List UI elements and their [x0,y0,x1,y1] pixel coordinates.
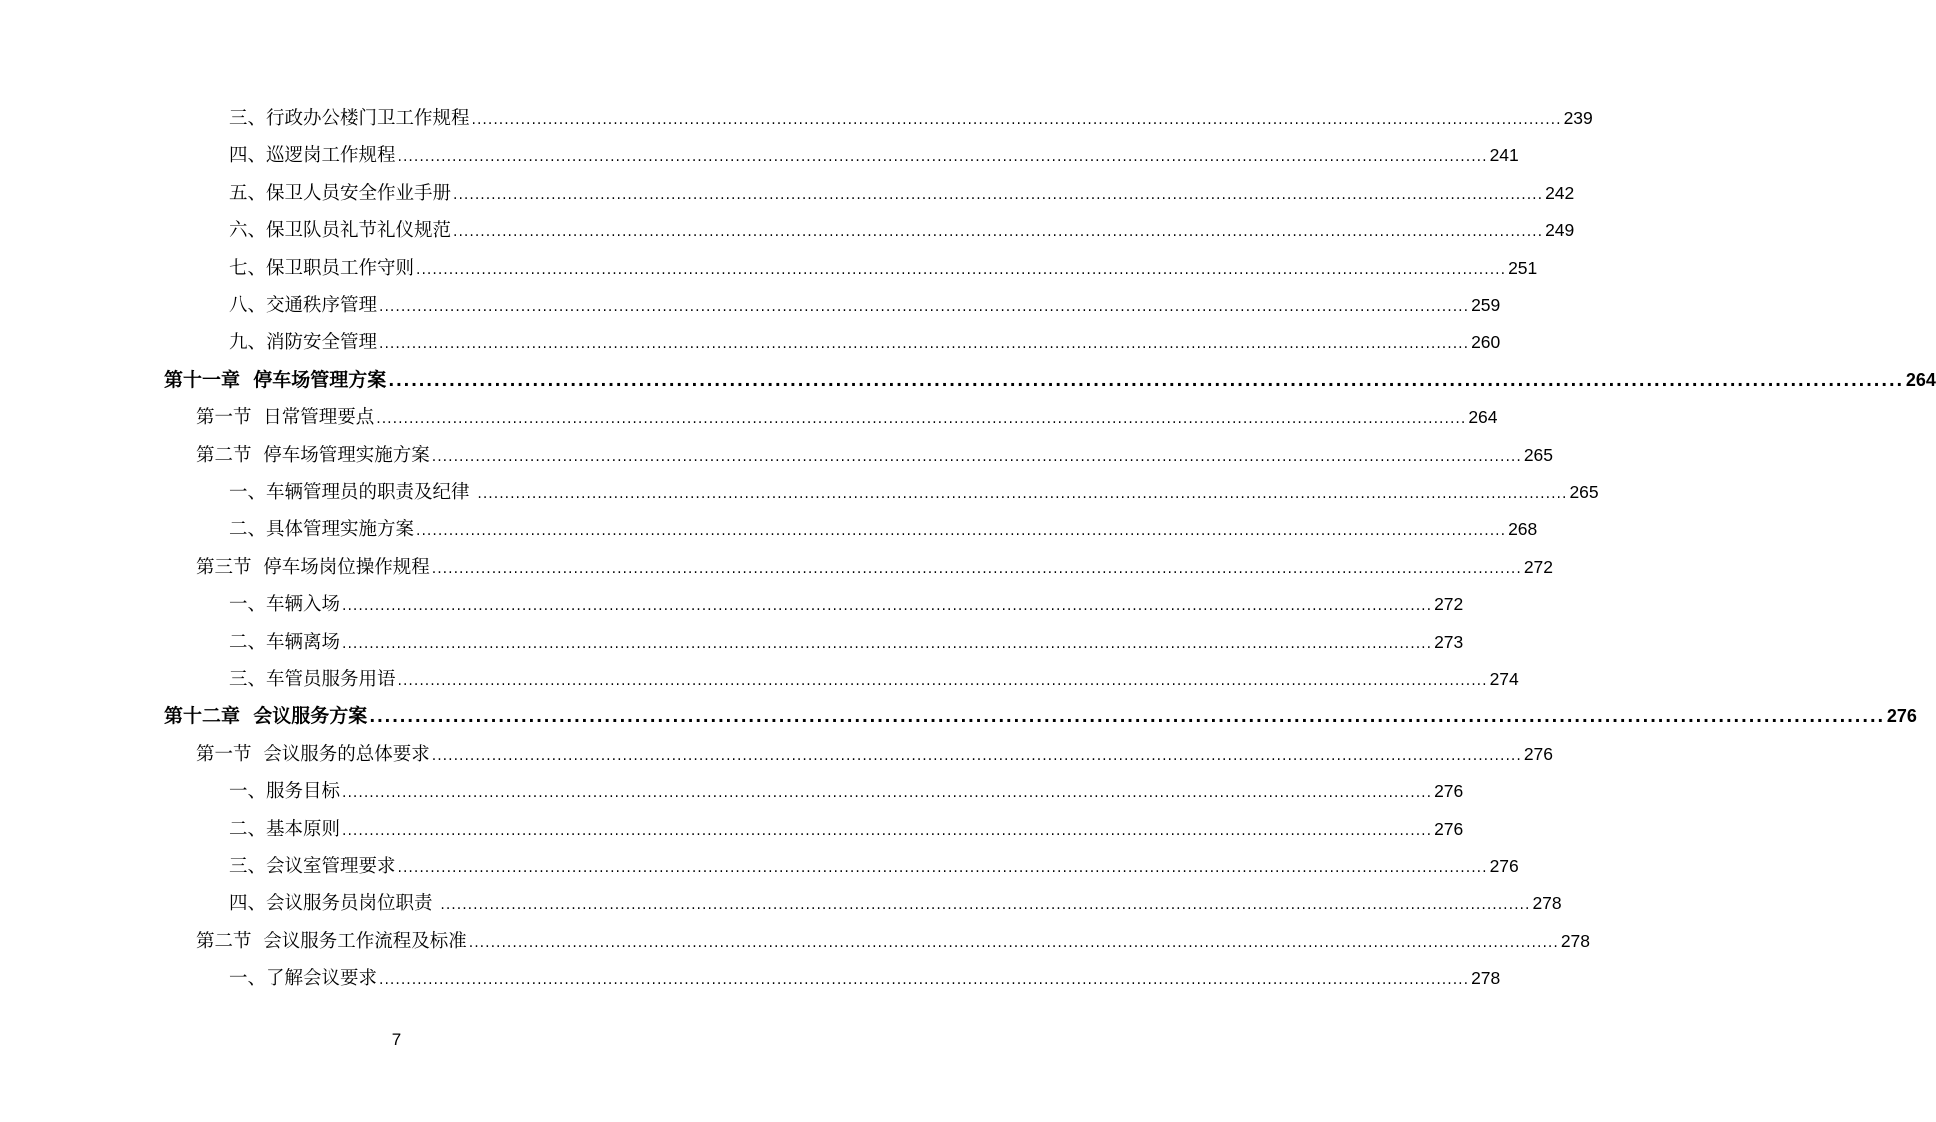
toc-dot-leader: ........................................................................................................................................................................................................ [431,560,1522,577]
toc-entry-item[interactable] [229,960,1501,997]
toc-entry-page: 265 [1569,482,1599,502]
toc-dot-leader: ........................................................................................................................................................................................................ [342,635,1433,652]
toc-entry-title: 第十二章 会议服务方案 [164,705,368,728]
toc-entry-title: 第一节 会议服务的总体要求 [196,743,430,765]
toc-entry-item[interactable] [229,885,1562,922]
toc-entry-page: 260 [1471,332,1501,353]
toc-dot-leader: ........................................................................................................................................................................................................ [342,785,1433,802]
toc-dot-leader: ........................................................................................................................................................................................................ [397,149,1488,166]
toc-entry-section[interactable] [196,437,1554,474]
toc-entry-page: 278 [1560,930,1591,951]
toc-entry-page: 278 [1471,968,1501,989]
toc-entry-item[interactable] [229,474,1599,511]
toc-entry-page: 249 [1545,220,1575,241]
toc-entry-title: 五、保卫人员安全作业手册 [229,182,452,204]
toc-entry-section[interactable] [196,549,1554,586]
toc-dot-leader: ........................................................................................................................................................................................................ [453,186,1544,203]
toc-entry-title: 第十一章 停车场管理方案 [164,368,387,391]
toc-entry-title: 六、保卫队员礼节礼仪规范 [229,220,452,242]
toc-entry-section[interactable] [196,923,1591,960]
toc-dot-leader: ........................................................................................................................................................................................................ [468,934,1559,951]
toc-entry-title: 一、车辆入场 [229,594,341,616]
toc-entry-page: 251 [1508,257,1538,278]
toc-dot-leader: ........................................................................................................................................................................................................ [416,523,1507,540]
toc-entry-item[interactable] [229,287,1501,324]
toc-dot-leader: ........................................................................................................................................................................................................ [369,707,1885,727]
toc-entry-title: 九、消防安全管理 [229,332,378,354]
toc-entry-page: 276 [1886,706,1917,727]
toc-entry-page: 239 [1563,108,1593,128]
toc-entry-page: 268 [1508,519,1538,540]
toc-dot-leader: ........................................................................................................................................................................................................ [379,336,1470,353]
toc-entry-title: 三、车管员服务用语 [229,669,396,690]
toc-entry-title: 一、了解会议要求 [229,968,378,990]
toc-entry-section[interactable] [196,399,1498,436]
toc-entry-title: 一、车辆管理员的职责及纪律 [229,482,476,503]
toc-entry-page: 242 [1545,182,1575,203]
toc-dot-leader: ........................................................................................................................................................................................................ [431,448,1522,465]
toc-entry-title: 四、巡逻岗工作规程 [229,145,396,167]
toc-entry-title: 二、基本原则 [229,818,341,840]
toc-entry-item[interactable] [229,586,1464,623]
toc-entry-item[interactable] [229,661,1519,698]
toc-entry-chapter[interactable] [164,698,1917,735]
toc-dot-leader: ........................................................................................................................................................................................................ [471,112,1562,128]
toc-entry-page: 276 [1434,781,1464,802]
toc-entry-item[interactable] [229,324,1501,361]
toc-dot-leader: ........................................................................................................................................................................................................ [397,860,1488,876]
toc-entry-title: 三、行政办公楼门卫工作规程 [229,108,470,129]
toc-entry-title: 第三节 停车场岗位操作规程 [196,556,430,578]
toc-dot-leader: ........................................................................................................................................................................................................ [379,972,1470,989]
toc-dot-leader: ........................................................................................................................................................................................................ [388,370,1904,390]
toc-entry-title: 一、服务目标 [229,781,341,803]
toc-entry-chapter[interactable] [164,362,1936,399]
toc-entry-title: 七、保卫职员工作守则 [229,257,415,279]
toc-entry-section[interactable] [196,736,1554,773]
toc-dot-leader: ........................................................................................................................................................................................................ [440,897,1531,914]
toc-dot-leader: ........................................................................................................................................................................................................ [416,261,1507,278]
toc-entry-page: 259 [1471,295,1501,315]
toc-dot-leader: ........................................................................................................................................................................................................ [342,598,1433,615]
toc-entry-title: 二、具体管理实施方案 [229,519,415,541]
toc-dot-leader: ........................................................................................................................................................................................................ [477,486,1568,502]
toc-entry-title: 第二节 停车场管理实施方案 [196,444,430,466]
toc-dot-leader: ........................................................................................................................................................................................................ [453,224,1544,241]
toc-entry-title: 第一节 日常管理要点 [196,407,375,429]
toc-entry-title: 四、会议服务员岗位职责 [229,893,439,915]
toc-entry-item[interactable] [229,624,1464,661]
toc-entry-page: 276 [1523,743,1554,764]
toc-dot-leader: ........................................................................................................................................................................................................ [431,747,1522,764]
toc-entry-title: 三、会议室管理要求 [229,856,396,877]
toc-entry-page: 241 [1489,145,1519,166]
toc-entry-page: 272 [1434,594,1464,615]
toc-entry-item[interactable] [229,100,1593,137]
toc-dot-leader: ........................................................................................................................................................................................................ [376,411,1467,428]
toc-entry-page: 272 [1523,556,1554,577]
toc-entry-item[interactable] [229,848,1519,885]
toc-entry-title: 第二节 会议服务工作流程及标准 [196,930,467,952]
toc-entry-item[interactable] [229,250,1538,287]
toc-entry-item[interactable] [229,175,1575,212]
toc-entry-item[interactable] [229,137,1519,174]
toc-entry-page: 278 [1532,893,1562,914]
toc-dot-leader: ........................................................................................................................................................................................................ [397,673,1488,689]
toc-entry-item[interactable] [229,511,1538,548]
toc-entry-page: 273 [1434,631,1464,652]
toc-entry-page: 264 [1905,369,1936,390]
toc-entry-page: 264 [1468,407,1498,428]
toc-entry-page: 274 [1489,669,1519,689]
toc-entry-item[interactable] [229,773,1464,810]
toc-entry-page: 276 [1434,818,1464,839]
toc-entry-page: 276 [1489,856,1519,876]
toc-entry-page: 265 [1523,444,1554,465]
toc-entry-title: 二、车辆离场 [229,631,341,653]
toc-entry-item[interactable] [229,811,1464,848]
toc-entry-title: 八、交通秩序管理 [229,295,378,316]
toc-entry-item[interactable] [229,212,1575,249]
page-number: 7 [391,1030,402,1049]
toc-dot-leader: ........................................................................................................................................................................................................ [342,822,1433,839]
toc-dot-leader: ........................................................................................................................................................................................................ [379,299,1470,315]
